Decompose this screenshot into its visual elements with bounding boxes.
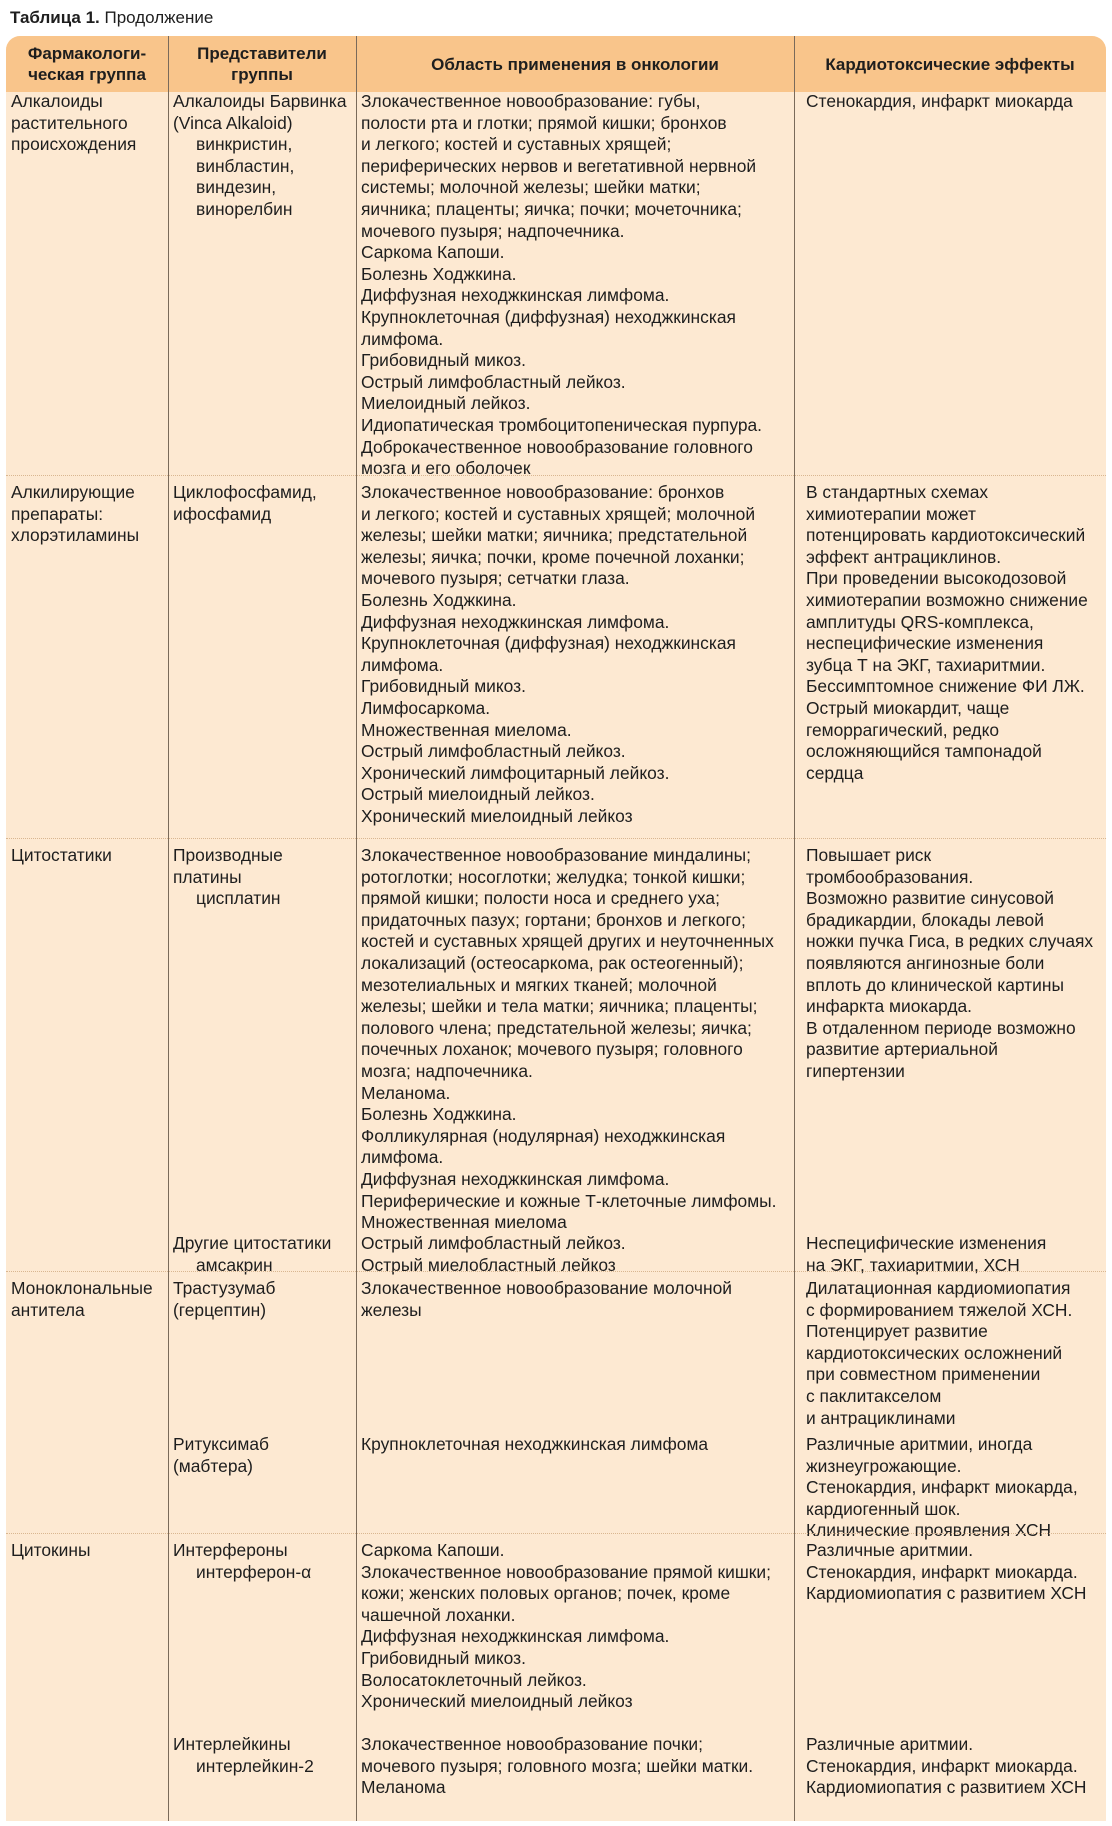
- cell-cytostatics-other-effects: [806, 1233, 1046, 1276]
- representatives-line: (герцептин): [173, 1299, 267, 1320]
- cell-cytokines-interferons-group: [11, 1540, 90, 1562]
- effects-line: с паклитакселом: [806, 1385, 942, 1406]
- effects-line: Различные аритмии.: [806, 1540, 974, 1560]
- effects-line: Кардиомиопатия с развитием ХСН: [806, 1583, 1087, 1604]
- group-line: антитела: [11, 1299, 85, 1320]
- effects-line: вплоть до клинической картины: [806, 974, 1064, 995]
- row-separator: [6, 838, 1106, 839]
- applications-line: Лимфосаркома.: [361, 697, 491, 718]
- applications-line: Саркома Капоши.: [361, 1540, 505, 1560]
- applications-line: придаточных пазух; гортани; бронхов и легкого;: [361, 909, 746, 930]
- applications-line: Злокачественное новообразование молочной: [361, 1278, 732, 1298]
- effects-line: инфаркта миокарда.: [806, 996, 972, 1017]
- cell-monoclonal-trastuzumab-representatives: [173, 1278, 275, 1321]
- applications-line: Злокачественное новообразование: бронхов: [361, 482, 725, 502]
- representatives-line: винкристин,: [196, 134, 293, 155]
- cell-alkylating-applications: [361, 482, 755, 828]
- cell-cytostatics-platinum-effects: [806, 845, 1093, 1083]
- applications-line: кожи; женских половых органов; почек, кроме: [361, 1583, 731, 1604]
- cell-alkylating-effects: [806, 482, 1088, 784]
- applications-line: Множественная миелома: [361, 1212, 567, 1233]
- applications-line: железы; яичка; почки, кроме почечной лоханки;: [361, 546, 745, 567]
- cell-monoclonal-rituximab-applications: [361, 1434, 708, 1456]
- applications-line: Меланома.: [361, 1082, 451, 1103]
- column-divider: [356, 36, 357, 1821]
- oncology-drugs-table: [6, 36, 1106, 1821]
- applications-line: Фолликулярная (нодулярная) неходжкинская: [361, 1125, 726, 1146]
- representatives-line: (мабтера): [173, 1455, 253, 1476]
- applications-line: Болезнь Ходжкина.: [361, 263, 517, 284]
- applications-line: Крупноклеточная (диффузная) неходжкинская: [361, 306, 736, 327]
- applications-line: Идиопатическая тромбоцитопеническая пурпура.: [361, 414, 763, 435]
- table-caption: [10, 6, 213, 30]
- applications-line: Острый лимфобластный лейкоз.: [361, 371, 626, 392]
- representatives-line: цисплатин: [196, 888, 281, 909]
- effects-line: Стенокардия, инфаркт миокарда: [806, 91, 1073, 111]
- representatives-line: Интерлейкины: [173, 1734, 291, 1754]
- effects-line: эффект антрациклинов.: [806, 546, 1002, 567]
- cell-alkylating-group: [11, 482, 139, 547]
- effects-line: Неспецифические изменения: [806, 1233, 1047, 1253]
- group-line: Цитостатики: [11, 845, 112, 865]
- representatives-line: Другие цитостатики: [173, 1233, 332, 1253]
- applications-line: Саркома Капоши.: [361, 242, 505, 263]
- cell-vinca-alkaloids-effects: [806, 91, 1073, 113]
- applications-line: Миелоидный лейкоз.: [361, 393, 531, 414]
- applications-line: Грибовидный микоз.: [361, 676, 526, 697]
- representatives-line: Циклофосфамид,: [173, 482, 317, 502]
- applications-line: мозга; надпочечника.: [361, 1060, 533, 1081]
- representatives-line: Ритуксимаб: [173, 1434, 269, 1454]
- header-representatives-line1: Представители: [197, 44, 327, 63]
- applications-line: Множественная миелома.: [361, 719, 572, 740]
- cell-monoclonal-trastuzumab-effects: [806, 1278, 1072, 1429]
- applications-line: Острый лимфобластный лейкоз.: [361, 1233, 626, 1253]
- applications-line: Злокачественное новообразование: губы,: [361, 91, 701, 111]
- representatives-line: винорелбин: [196, 198, 293, 219]
- effects-line: химиотерапии возможно снижение: [806, 589, 1088, 610]
- header-group: [6, 36, 168, 92]
- effects-line: с формированием тяжелой ХСН.: [806, 1299, 1073, 1320]
- cell-cytostatics-platinum-applications: [361, 845, 777, 1234]
- effects-line: кардиогенный шок.: [806, 1498, 961, 1519]
- representatives-line: виндезин,: [196, 177, 277, 198]
- effects-line: Различные аритмии, иногда: [806, 1434, 1033, 1454]
- applications-line: Хронический лимфоцитарный лейкоз.: [361, 762, 670, 783]
- applications-line: Злокачественное новообразование прямой кишки;: [361, 1561, 771, 1582]
- applications-line: прямой кишки; полости носа и среднего уха;: [361, 888, 720, 909]
- applications-line: Злокачественное новообразование почки;: [361, 1734, 703, 1754]
- applications-line: Доброкачественное новообразование головного: [361, 436, 753, 457]
- applications-line: Крупноклеточная неходжкинская лимфома: [361, 1434, 709, 1454]
- effects-line: химиотерапии может: [806, 503, 976, 524]
- cell-monoclonal-rituximab-representatives: [173, 1434, 269, 1477]
- group-line: растительного: [11, 112, 128, 133]
- cell-monoclonal-trastuzumab-applications: [361, 1278, 732, 1321]
- applications-line: Крупноклеточная (диффузная) неходжкинская: [361, 633, 736, 654]
- header-representatives: [168, 36, 356, 92]
- cell-vinca-alkaloids-group: [11, 91, 136, 156]
- cell-vinca-alkaloids-applications: [361, 91, 762, 480]
- header-applications: Область применения в онкологии: [431, 54, 719, 74]
- effects-line: В отдаленном периоде возможно: [806, 1017, 1076, 1038]
- applications-line: полости рта и глотки; прямой кишки; бронхов: [361, 112, 727, 133]
- cell-monoclonal-rituximab-effects: [806, 1434, 1078, 1542]
- applications-line: лимфома.: [361, 654, 444, 675]
- applications-line: лимфома.: [361, 1147, 444, 1168]
- cell-alkylating-representatives: [173, 482, 317, 525]
- effects-line: Различные аритмии.: [806, 1734, 974, 1754]
- effects-line: При проведении высокодозовой: [806, 568, 1067, 589]
- applications-line: мозга и его оболочек: [361, 458, 531, 479]
- applications-line: Острый лимфобластный лейкоз.: [361, 741, 626, 762]
- cell-cytokines-interferons-representatives: [173, 1540, 311, 1583]
- effects-line: осложняющийся тампонадой: [806, 741, 1042, 762]
- group-line: Цитокины: [11, 1540, 91, 1560]
- applications-line: Грибовидный микоз.: [361, 1647, 526, 1668]
- effects-line: и антрациклинами: [806, 1407, 956, 1428]
- group-line: Моноклональные: [11, 1278, 153, 1298]
- effects-line: В стандартных схемах: [806, 482, 989, 502]
- effects-line: развитие артериальной: [806, 1039, 998, 1060]
- group-line: препараты:: [11, 503, 104, 524]
- group-line: Алкалоиды: [11, 91, 103, 111]
- header-group-line2: ческая группа: [28, 65, 146, 84]
- row-separator: [6, 1533, 1106, 1534]
- applications-line: Хронический миелоидный лейкоз: [361, 805, 633, 826]
- header-group-line1: Фармакологи-: [27, 44, 147, 63]
- effects-line: амплитуды QRS-комплекса,: [806, 611, 1034, 632]
- applications-line: и легкого; костей и суставных хрящей;: [361, 134, 672, 155]
- effects-line: брадикардии, блокады левой: [806, 909, 1044, 930]
- applications-line: локализаций (остеосаркома, рак остеогенный);: [361, 952, 744, 973]
- applications-line: мезотелиальных и мягких тканей; молочной: [361, 974, 717, 995]
- representatives-line: Алкалоиды Барвинка: [173, 91, 347, 111]
- applications-line: Злокачественное новообразование миндалины;: [361, 845, 751, 865]
- cell-cytostatics-other-applications: [361, 1233, 626, 1276]
- applications-line: Диффузная неходжкинская лимфома.: [361, 611, 670, 632]
- cell-cytokines-interleukins-effects: [806, 1734, 1086, 1799]
- cell-monoclonal-trastuzumab-group: [11, 1278, 153, 1321]
- table-header: [6, 36, 1106, 92]
- applications-line: полового члена; предстательной железы; яичка;: [361, 1017, 752, 1038]
- effects-line: потенцировать кардиотоксический: [806, 525, 1086, 546]
- applications-line: Хронический миелоидный лейкоз: [361, 1691, 633, 1712]
- representatives-line: (Vinca Alkaloid): [173, 112, 293, 133]
- representatives-line: интерлейкин-2: [196, 1755, 314, 1776]
- effects-line: Потенцирует развитие: [806, 1321, 988, 1342]
- group-line: происхождения: [11, 134, 137, 155]
- group-line: хлорэтиламины: [11, 525, 140, 546]
- cell-cytostatics-other-representatives: [173, 1233, 331, 1276]
- applications-line: Волосатоклеточный лейкоз.: [361, 1669, 587, 1690]
- applications-line: Периферические и кожные Т-клеточные лимфомы.: [361, 1190, 777, 1211]
- effects-line: при совместном применении: [806, 1364, 1041, 1385]
- representatives-line: амсакрин: [196, 1254, 273, 1275]
- applications-line: мочевого пузыря; головного мозга; шейки матки.: [361, 1755, 754, 1776]
- effects-line: сердца: [806, 762, 864, 783]
- applications-line: мочевого пузыря; сетчатки глаза.: [361, 568, 630, 589]
- applications-line: железы; шейки матки; яичника; предстательной: [361, 525, 748, 546]
- applications-line: и легкого; костей и суставных хрящей; молочной: [361, 503, 756, 524]
- effects-line: Стенокардия, инфаркт миокарда.: [806, 1755, 1078, 1776]
- effects-line: Стенокардия, инфаркт миокарда,: [806, 1477, 1078, 1498]
- applications-line: системы; молочной железы; шейки матки;: [361, 177, 701, 198]
- applications-line: железы; шейки и тела матки; яичника; плаценты;: [361, 996, 758, 1017]
- effects-line: неспецифические изменения: [806, 633, 1044, 654]
- applications-line: костей и суставных хрящей других и неуточненных: [361, 931, 774, 952]
- effects-line: Острый миокардит, чаще: [806, 697, 1010, 718]
- effects-line: Повышает риск: [806, 845, 932, 865]
- effects-line: зубца Т на ЭКГ, тахиаритмии.: [806, 654, 1046, 675]
- effects-line: появляются ангинозные боли: [806, 952, 1045, 973]
- column-divider: [168, 36, 169, 1821]
- table-caption-text: Продолжение: [104, 8, 214, 27]
- applications-line: Болезнь Ходжкина.: [361, 1104, 517, 1125]
- applications-line: Острый миелобластный лейкоз: [361, 1254, 616, 1275]
- effects-line: гипертензии: [806, 1060, 905, 1081]
- representatives-line: платины: [173, 866, 242, 887]
- row-separator: [6, 1271, 1106, 1272]
- cell-vinca-alkaloids-representatives: [173, 91, 347, 221]
- cell-cytokines-interferons-applications: [361, 1540, 771, 1713]
- cell-cytostatics-platinum-representatives: [173, 845, 283, 910]
- effects-line: на ЭКГ, тахиаритмии, ХСН: [806, 1254, 1020, 1275]
- representatives-line: Интерфероны: [173, 1540, 288, 1560]
- effects-line: кардиотоксических осложнений: [806, 1342, 1063, 1363]
- representatives-line: Производные: [173, 845, 283, 865]
- applications-line: Меланома: [361, 1777, 446, 1798]
- representatives-line: интерферон-α: [196, 1561, 312, 1582]
- applications-line: мочевого пузыря; надпочечника.: [361, 220, 625, 241]
- effects-line: жизнеугрожающие.: [806, 1455, 962, 1476]
- applications-line: Диффузная неходжкинская лимфома.: [361, 285, 670, 306]
- cell-cytokines-interferons-effects: [806, 1540, 1086, 1605]
- header-representatives-line2: группы: [231, 65, 293, 84]
- applications-line: Грибовидный микоз.: [361, 350, 526, 371]
- representatives-line: ифосфамид: [173, 503, 272, 524]
- applications-line: Диффузная неходжкинская лимфома.: [361, 1626, 670, 1647]
- cell-cytostatics-platinum-group: [11, 845, 112, 867]
- cell-cytokines-interleukins-applications: [361, 1734, 753, 1799]
- applications-line: яичника; плаценты; яичка; почки; мочеточника;: [361, 198, 742, 219]
- applications-line: Болезнь Ходжкина.: [361, 589, 517, 610]
- effects-line: Бессимптомное снижение ФИ ЛЖ.: [806, 676, 1085, 697]
- applications-line: периферических нервов и вегетативной нервной: [361, 155, 757, 176]
- applications-line: лимфома.: [361, 328, 444, 349]
- representatives-line: Трастузумаб: [173, 1278, 276, 1298]
- applications-line: Острый миелоидный лейкоз.: [361, 784, 595, 805]
- applications-line: Диффузная неходжкинская лимфома.: [361, 1168, 670, 1189]
- row-separator: [6, 475, 1106, 476]
- effects-line: Клинические проявления ХСН: [806, 1520, 1052, 1541]
- column-divider: [794, 36, 795, 1821]
- applications-line: чашечной лоханки.: [361, 1604, 516, 1625]
- applications-line: почечных лоханок; мочевого пузыря; головного: [361, 1039, 743, 1060]
- effects-line: Стенокардия, инфаркт миокарда.: [806, 1561, 1078, 1582]
- effects-line: Кардиомиопатия с развитием ХСН: [806, 1777, 1087, 1798]
- cell-cytokines-interleukins-representatives: [173, 1734, 314, 1777]
- representatives-line: винбластин,: [196, 155, 295, 176]
- applications-line: ротоглотки; носоглотки; желудка; тонкой кишки;: [361, 866, 746, 887]
- table-caption-label: Таблица 1.: [10, 8, 100, 27]
- header-effects: Кардиотоксические эффекты: [825, 54, 1075, 74]
- effects-line: ножки пучка Гиса, в редких случаях: [806, 931, 1094, 952]
- applications-line: железы: [361, 1299, 422, 1320]
- effects-line: Возможно развитие синусовой: [806, 888, 1054, 909]
- effects-line: Дилатационная кардиомиопатия: [806, 1278, 1071, 1298]
- group-line: Алкилирующие: [11, 482, 135, 502]
- effects-line: геморрагический, редко: [806, 719, 1000, 740]
- effects-line: тромбообразования.: [806, 866, 974, 887]
